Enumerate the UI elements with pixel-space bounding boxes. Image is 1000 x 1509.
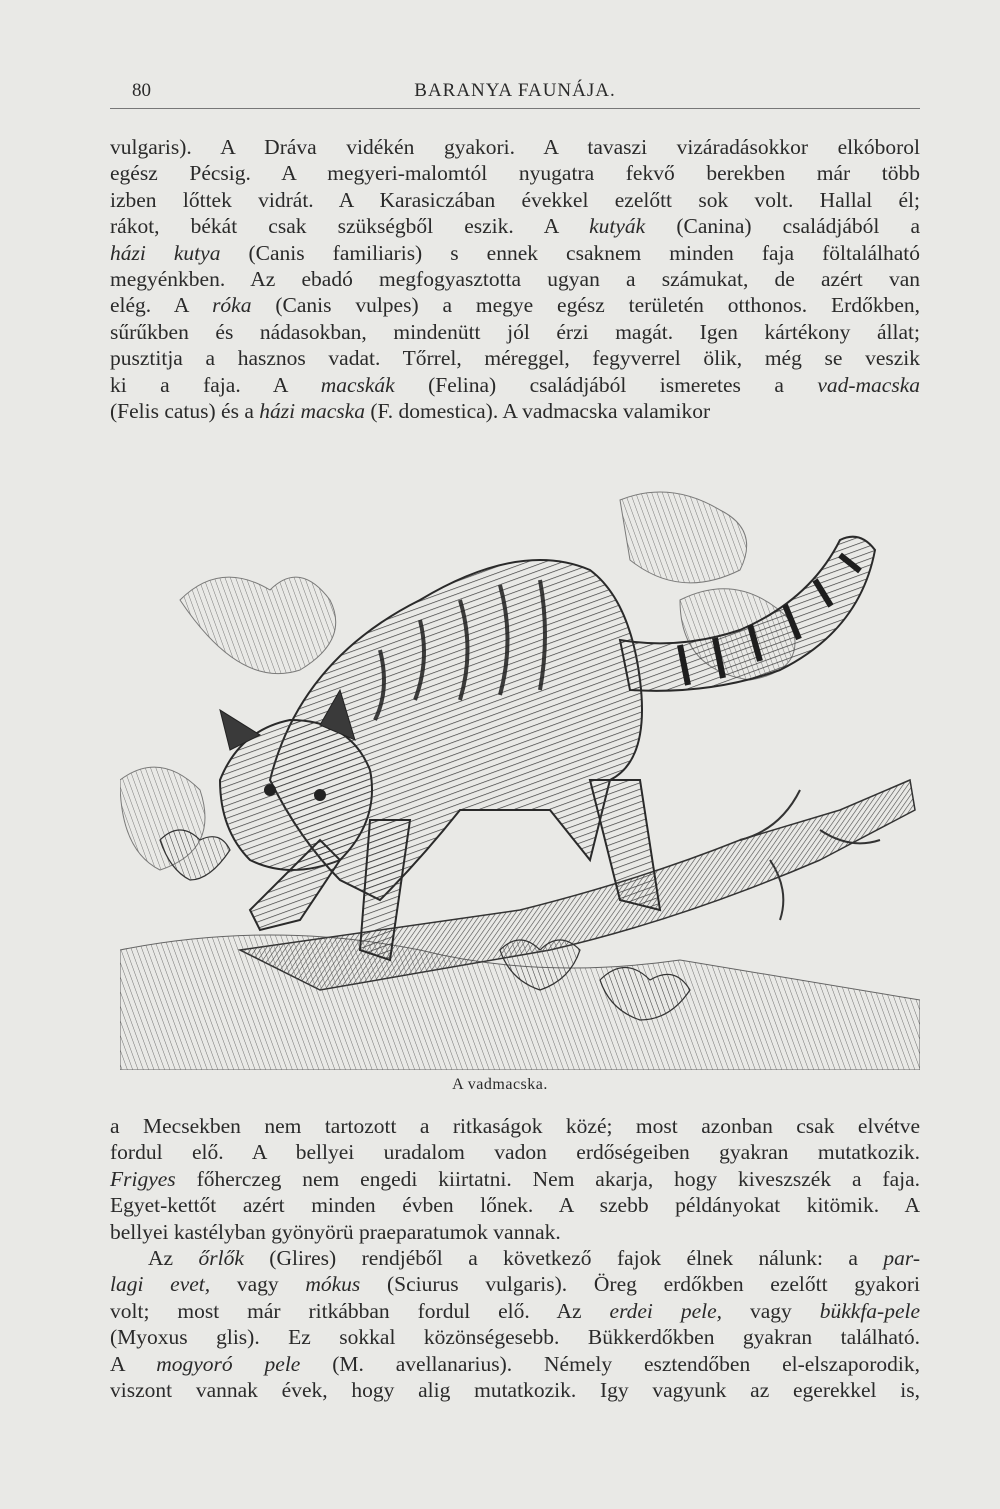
- text-line: [110, 1298, 920, 1324]
- text-line: [110, 292, 920, 318]
- italic-term: par-: [883, 1245, 920, 1270]
- italic-term: erdei pele,: [609, 1298, 723, 1323]
- italic-term: róka: [212, 293, 252, 318]
- text-line: [110, 345, 920, 371]
- text-run: megyénkben. Az ebadó megfogyasztotta ugyan a számukat, de azért van: [110, 266, 920, 291]
- text-run: főherczeg nem engedi kiirtatni. Nem akarja, hogy kiveszszék a faja.: [175, 1166, 920, 1191]
- text-run: (Canis vulpes) a megye egész területén otthonos. Erdőkben,: [251, 293, 920, 318]
- text-run: volt; most már ritkábban fordul elő. Az: [110, 1298, 610, 1323]
- text-run: (Canis familiaris) s ennek csaknem minden faja föltalálható: [220, 240, 921, 265]
- text-line: [110, 1166, 920, 1192]
- text-line: [110, 1139, 920, 1165]
- italic-term: házi kutya: [110, 240, 221, 265]
- text-line: [110, 134, 920, 160]
- text-run: ki a faja. A: [110, 372, 321, 397]
- text-line: [110, 319, 920, 345]
- text-run: bellyei kastélyban gyönyörü praeparatumok vannak.: [110, 1219, 561, 1244]
- italic-term: vad-macska: [817, 372, 920, 397]
- text-line: [110, 1245, 920, 1271]
- italic-term: őrlők: [198, 1245, 244, 1270]
- text-run: Egyet-kettőt azért minden évben lőnek. A szebb példányokat kitömik. A: [110, 1193, 920, 1218]
- text-run: (Canina) családjából a: [645, 214, 920, 239]
- text-run: (Sciurus vulgaris). Öreg erdőkben ezelőtt gyakori: [360, 1272, 920, 1297]
- running-title: BARANYA FAUNÁJA.: [414, 80, 616, 101]
- italic-term: bükkfa-pele: [819, 1298, 921, 1323]
- text-run: izben lőttek vidrát. A Karasiczában évekkel ezelőtt sok volt. Hallal él;: [110, 187, 920, 212]
- text-line: [110, 1324, 920, 1350]
- italic-term: lagi evet,: [110, 1272, 211, 1297]
- text-run: a Mecsekben nem tartozott a ritkaságok közé; most azonban csak elvétve: [110, 1114, 920, 1138]
- text-run: viszont vannak évek, hogy alig mutatkozik. Igy vagyunk az egerekkel is,: [110, 1377, 920, 1402]
- text-line: [110, 1113, 920, 1139]
- text-after-figure: [110, 1113, 920, 1403]
- text-line: [110, 1271, 920, 1297]
- running-header: [110, 78, 920, 109]
- text-run: vagy: [210, 1272, 306, 1297]
- text-line: [110, 187, 920, 213]
- italic-term: házi macska: [259, 398, 365, 423]
- paragraph-before-figure: [110, 134, 920, 424]
- text-run: (Felis catus) és a: [110, 398, 260, 423]
- italic-term: mókus: [305, 1272, 361, 1297]
- text-line: [110, 1192, 920, 1218]
- text-line: [110, 1219, 920, 1245]
- italic-term: Frigyes: [110, 1166, 176, 1191]
- text-line: [110, 266, 920, 292]
- text-run: vagy: [722, 1298, 820, 1323]
- text-line: [110, 1377, 920, 1403]
- text-run: pusztitja a hasznos vadat. Tőrrel, méreggel, fegyverrel ölik, még se veszik: [110, 346, 920, 371]
- text-line: [110, 213, 920, 239]
- figure-caption: A vadmacska.: [452, 1076, 548, 1093]
- text-run: A: [110, 1351, 157, 1376]
- text-run: (Felina) családjából ismeretes a: [394, 372, 818, 397]
- italic-term: mogyoró pele: [156, 1351, 301, 1376]
- text-line: [110, 240, 920, 266]
- text-run: vulgaris). A Dráva vidékén gyakori. A tavaszi vizáradásokkor elkóborol: [110, 135, 920, 159]
- italic-term: kutyák: [589, 214, 646, 239]
- text-run: fordul elő. A bellyei uradalom vadon erdőségeiben gyakran mutatkozik.: [110, 1140, 920, 1165]
- wildcat-illustration: [120, 480, 920, 1070]
- text-run: sűrűkben és nádasokban, mindenütt jól érzi magát. Igen kártékony állat;: [110, 319, 920, 344]
- text-run: (M. avellanarius). Némely esztendőben el-elszaporodik,: [300, 1351, 920, 1376]
- text-run: rákot, békát csak szükségből eszik. A: [110, 214, 590, 239]
- text-run: elég. A: [110, 293, 213, 318]
- text-run: (F. domestica). A vadmacska valamikor: [364, 398, 711, 423]
- italic-term: macskák: [320, 372, 395, 397]
- text-run: (Myoxus glis). Ez sokkal közönségesebb. Bükkerdőkben gyakran található.: [110, 1325, 920, 1350]
- paragraph-rodents: [110, 1245, 920, 1403]
- text-line: [110, 398, 920, 424]
- text-line: [110, 372, 920, 398]
- text-run: (Glires) rendjéből a következő fajok élnek nálunk: a: [243, 1245, 884, 1270]
- paragraph-wildcat-continued: [110, 1113, 920, 1245]
- text-line: [110, 1351, 920, 1377]
- text-run: Az: [148, 1245, 199, 1270]
- page-number: 80: [132, 80, 151, 101]
- text-line: [110, 160, 920, 186]
- text-run: egész Pécsig. A megyeri-malomtól nyugatra fekvő berekben már több: [110, 161, 920, 186]
